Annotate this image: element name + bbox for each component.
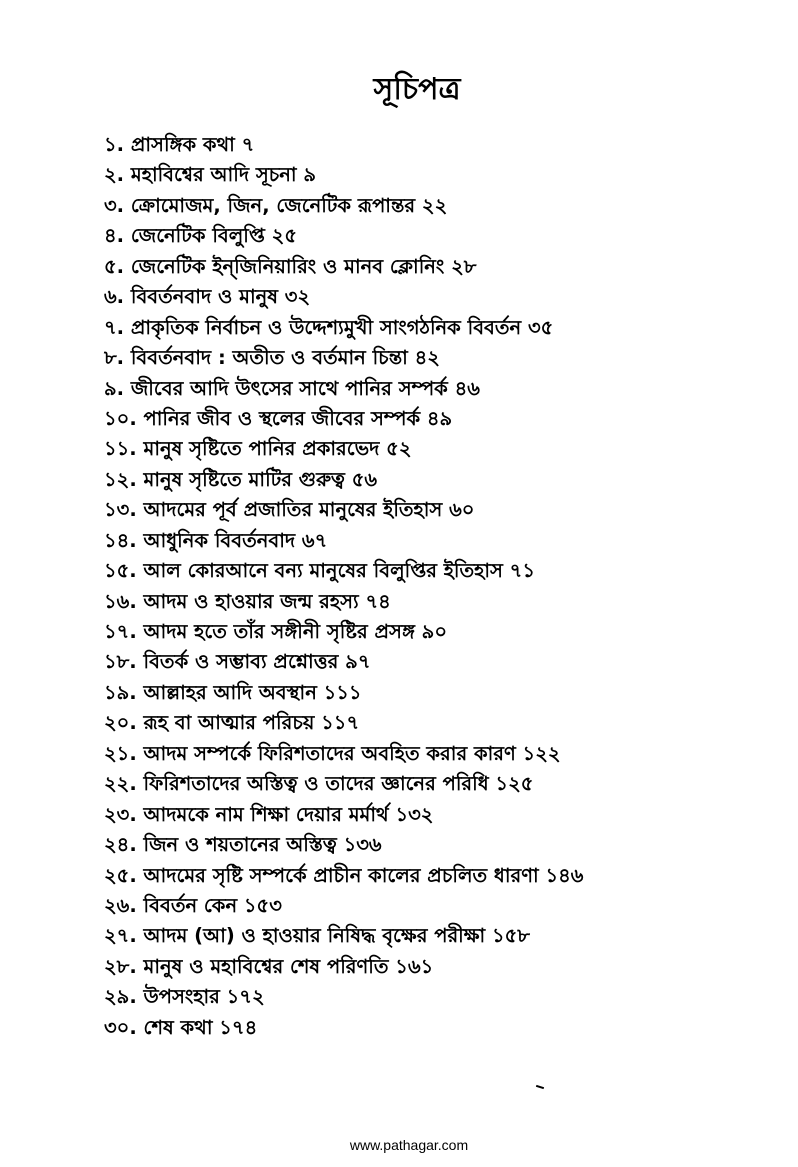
toc-item: ২২. ফিরিশতাদের অস্তিত্ব ও তাদের জ্ঞানের পরিধি ১২৫ (104, 772, 534, 796)
toc-item: ১৬. আদম ও হাওয়ার জন্ম রহস্য ৭৪ (104, 589, 391, 613)
toc-item: ৫. জেনেটিক ইন্‌জিনিয়ারিং ও মানব ক্লোনিং ২৮ (104, 254, 477, 278)
toc-item: ৪. জেনেটিক বিলুপ্তি ২৫ (104, 224, 298, 248)
toc-item: ১৪. আধুনিক বিবর্তনবাদ ৬৭ (104, 528, 328, 552)
toc-item: ১৯. আল্লাহর আদি অবস্থান ১১১ (104, 680, 362, 704)
toc-item: ২১. আদম সম্পর্কে ফিরিশতাদের অবহিত করার কারণ ১২২ (104, 741, 561, 765)
toc-item: ২০. রূহ বা আত্মার পরিচয় ১১৭ (104, 711, 360, 735)
toc-item: ১২. মানুষ সৃষ্টিতে মাটির গুরুত্ব ৫৬ (104, 467, 378, 491)
page-title: সূচিপত্র (373, 72, 461, 107)
toc-item: ২. মহাবিশ্বের আদি সূচনা ৯ (104, 163, 317, 187)
toc-item: ১১. মানুষ সৃষ্টিতে পানির প্রকারভেদ ৫২ (104, 437, 412, 461)
toc-item: ১৩. আদমের পূর্ব প্রজাতির মানুষের ইতিহাস ৬০ (104, 498, 475, 522)
toc-item: ১৮. বিতর্ক ও সম্ভাব্য প্রশ্নোত্তর ৯৭ (104, 650, 371, 674)
footer-url: www.pathagar.com (349, 1137, 469, 1153)
toc-item: ১. প্রাসঙ্গিক কথা ৭ (104, 133, 255, 156)
toc-item: ২৩. আদমকে নাম শিক্ষা দেয়ার মর্মার্থ ১৩২ (104, 802, 434, 826)
toc-item: ২৮. মানুষ ও মহাবিশ্বের শেষ পরিণতি ১৬১ (104, 954, 434, 978)
toc-item: ৩. ক্রোমোজম, জিন, জেনেটিক রূপান্তর ২২ (104, 193, 448, 217)
toc-item: ১৫. আল কোরআনে বন্য মানুষের বিলুপ্তির ইতিহাস ৭১ (104, 559, 536, 583)
toc-item: ১৭. আদম হতে তাঁর সঙ্গীনী সৃষ্টির প্রসঙ্গ ৯০ (104, 620, 447, 643)
toc-item: ২৭. আদম (আ) ও হাওয়ার নিষিদ্ধ বৃক্ষের পরীক্ষা ১৫৮ (104, 924, 530, 948)
toc-item: ২৯. উপসংহার ১৭২ (104, 985, 265, 1009)
toc-item: ১০. পানির জীব ও স্থলের জীবের সম্পর্ক ৪৯ (104, 406, 453, 430)
stray-mark (536, 1085, 544, 1089)
toc-item: ৮. বিবর্তনবাদ : অতীত ও বর্তমান চিন্তা ৪২ (104, 346, 440, 370)
toc-item: ৭. প্রাকৃতিক নির্বাচন ও উদ্দেশ্যমুখী সাংগঠনিক বিবর্তন ৩৫ (104, 315, 554, 339)
toc-item: ২৬. বিবর্তন কেন ১৫৩ (104, 893, 282, 917)
toc-item: ৯. জীবের আদি উৎসের সাথে পানির সম্পর্ক ৪৬ (104, 376, 480, 400)
table-of-contents (104, 130, 784, 1043)
toc-item: ২৫. আদমের সৃষ্টি সম্পর্কে প্রাচীন কালের প্রচলিত ধারণা ১৪৬ (104, 863, 584, 887)
toc-item: ৬. বিবর্তনবাদ ও মানুষ ৩২ (104, 285, 311, 309)
toc-item: ৩০. শেষ কথা ১৭৪ (104, 1015, 258, 1039)
toc-item: ২৪. জিন ও শয়তানের অস্তিত্ব ১৩৬ (104, 833, 382, 857)
